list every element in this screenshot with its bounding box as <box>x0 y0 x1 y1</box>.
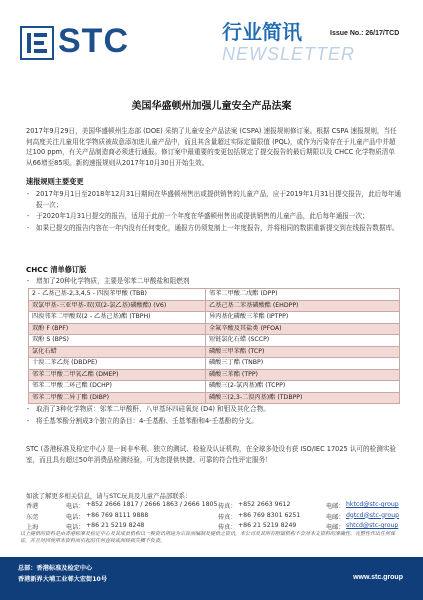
section-heading-changes: 速报规则主要变更 <box>26 177 84 186</box>
fax-label: 传真： <box>218 513 237 521</box>
footer-hq-address: 香港新界大埔工业邨大宏街10号 <box>18 576 108 583</box>
table-cell: 2 - 乙基己基-2,3,4,5 - 四溴苯甲酸 (TBB) <box>29 289 206 301</box>
list-item: - 取消了3种化学物质：邻苯二甲酸酐、八甲基环四硅氧烷 (D4) 和钼及其化合物。 <box>26 404 404 415</box>
contact-fax: +86 769 8301 6251 <box>238 511 301 519</box>
article-title: 美国华盛顿州加强儿童安全产品法案 <box>131 101 292 112</box>
table-cell: 短链氯化石蜡 (SCCP) <box>206 335 400 347</box>
table-cell: 磷酸三(2,3-二溴丙基)酯 (TDBPP) <box>206 392 400 404</box>
email-label: 电邮： <box>326 524 345 531</box>
table-cell: 十溴二苯乙烷 (DBDPE) <box>29 358 206 370</box>
issue-number: Issue No.: 26/17/TCD <box>330 30 400 37</box>
contact-table <box>26 501 406 533</box>
table-cell: 异丙基化磷酸三苯酯 (IPTPP) <box>206 312 400 324</box>
table-row <box>29 312 400 324</box>
contact-city: 上海 <box>26 524 39 531</box>
table-cell: 双酚 F (BPF) <box>29 323 206 335</box>
table-row <box>29 323 400 335</box>
contact-row-hongkong <box>26 501 406 512</box>
contact-heading: 如欲了解更多相关信息，请与STC玩具及儿童产品部联系： <box>26 492 192 500</box>
footer-website-link[interactable]: www.stc.group <box>353 574 403 581</box>
tel-label: 电话： <box>66 524 85 531</box>
list-item: - 将壬基苯酚分割成3个独立的条目：4-壬基酚、壬基苯酚和4-壬基酚的分支。 <box>26 416 404 427</box>
contact-tel: +852 2666 1817 / 2666 1863 / 2666 1805 <box>86 501 218 508</box>
fax-label: 传真： <box>218 503 237 510</box>
tel-label: 电话： <box>66 503 85 510</box>
stc-logo-mark <box>20 26 54 60</box>
contact-row-dongguan <box>26 512 406 523</box>
stc-intro-paragraph: STC (香港标准及检定中心) 是一间非牟利、独立的测试、检验及认证机构，在全球多处设有获 ISO/IEC 17025 认可的检测实验室，而且具有超过50年消费品检测经验，可为您提供快捷、可靠的符合性评定服务！ <box>26 445 397 464</box>
chcc-intro-list <box>26 276 404 288</box>
contact-fax: +86 21 5219 8249 <box>238 522 297 529</box>
intro-paragraph: 2017年9月29日，美国华盛顿州生态部 (DOE) 采纳了儿童安全产品法案 (CSPA) 速报规则修订案。根据 CSPA 速报规则，当任何高度关注儿童用化学物质被故意添加进儿童产品中，而且其含量超过实际定量限值 (PQL)，或作为污染存在于儿童产品中并超过100 ppm，有关产品制造商必须进行通报。修订案中最重要的变更包括规定了提交报告的最后期限以及 CHCC 化学物质清单从66增至85项。新的速报规则从2017年10月30日开始生效。 <box>26 127 397 167</box>
table-row <box>29 369 400 381</box>
table-row <box>29 358 400 370</box>
list-item: - 2017年9月1日至2018年12月31日期间在华盛顿州售出或提供销售的儿童产品，应于2019年1月31日提交报告，此后每年通报一次； <box>26 189 404 210</box>
stc-logo-text: STC <box>58 22 129 60</box>
list-item: - 增加了20种化学物质，主要是邻苯二甲酸盐和阻燃剂 <box>26 276 404 287</box>
table-cell: 邻苯二甲酸二异丁酯 (DIBP) <box>29 392 206 404</box>
table-cell: 双氯甲基-三亚甲基-双(双(2-氯乙基)磷酸酯) (V6) <box>29 300 206 312</box>
table-row <box>29 289 400 301</box>
newsletter-title-en: NEWSLETTER <box>222 44 356 64</box>
table-cell: 磷酸三丁酯 (TNBP) <box>206 358 400 370</box>
contact-email-link[interactable]: shtcd@stc-group <box>346 522 399 529</box>
list-item: - 如果已提交的报告内容在一年内没有任何变化，通报方仍须复制上一年度报告，并将相同的数据重新提交到在线报告数据库。 <box>26 223 404 234</box>
footer-hq-name: 总部：香港标准及检定中心 <box>18 565 93 572</box>
table-cell: 乙基己基二苯基磷酸酯 (EHDPP) <box>206 300 400 312</box>
table-row <box>29 346 400 358</box>
email-label: 电邮： <box>326 513 345 521</box>
table-cell: 氯化石蜡 <box>29 346 206 358</box>
fax-label: 传真： <box>218 524 237 531</box>
newsletter-header <box>0 0 423 78</box>
contact-tel: +86 21 5219 8248 <box>86 522 145 529</box>
table-cell: 邻苯二甲酸二环己酯 (DCHP) <box>29 381 206 393</box>
table-row <box>29 300 400 312</box>
footer-bar <box>0 557 423 600</box>
table-cell: 全氟辛酸及其盐类 (PFOA) <box>206 323 400 335</box>
table-row <box>29 392 400 404</box>
table-cell: 双酚 S (BPS) <box>29 335 206 347</box>
chcc-notes-list <box>26 404 404 427</box>
newsletter-title-cn: 行业简讯 <box>222 20 302 44</box>
changes-list <box>26 189 404 234</box>
contact-email-link[interactable]: hktcd@stc-group <box>346 501 399 508</box>
table-cell: 邻苯二甲酸二甲氧乙酯 (DMEP) <box>29 369 206 381</box>
table-cell: 磷酸三甲苯酯 (TCP) <box>206 346 400 358</box>
table-cell: 邻苯二甲酸二戊酯 (DPP) <box>206 289 400 301</box>
tel-label: 电话： <box>66 513 85 521</box>
table-row <box>29 335 400 347</box>
contact-city: 东莞 <box>26 513 39 521</box>
contact-email-link[interactable]: dgtcd@stc-group <box>346 511 400 519</box>
section-heading-chcc: CHCC 清单修订版 <box>26 265 87 274</box>
table-cell: 磷酸三(2-氯丙基)酯 (TCPP) <box>206 381 400 393</box>
email-label: 电邮： <box>326 503 345 510</box>
contact-fax: +852 2663 9612 <box>238 501 291 508</box>
contact-city: 香港 <box>26 503 39 510</box>
chcc-chemicals-table <box>28 288 400 404</box>
table-cell: 磷酸三苯酯 (TPP) <box>206 369 400 381</box>
disclaimer-text: 以上提供的资料是由香港标准及检定中心及其成员机构以一般资讯用途为宗旨而编制及提供之资讯，本公司及其所有附属机构不会对本文资料的准确性、完整性作出任何保证，并且对因使用本资料而引起的任何直接或间接损失概不负责。 <box>20 531 396 544</box>
table-cell: 四溴邻苯二甲酸双(2 - 乙基己基)酯 (TBPH) <box>29 312 206 324</box>
list-item: - 于2020年1月31日提交的报告，适用于此前一个年度在华盛顿州售出或提供销售的儿童产品，此后每年通报一次； <box>26 211 404 222</box>
contact-tel: +86 769 8111 9888 <box>86 511 149 519</box>
table-row <box>29 381 400 393</box>
